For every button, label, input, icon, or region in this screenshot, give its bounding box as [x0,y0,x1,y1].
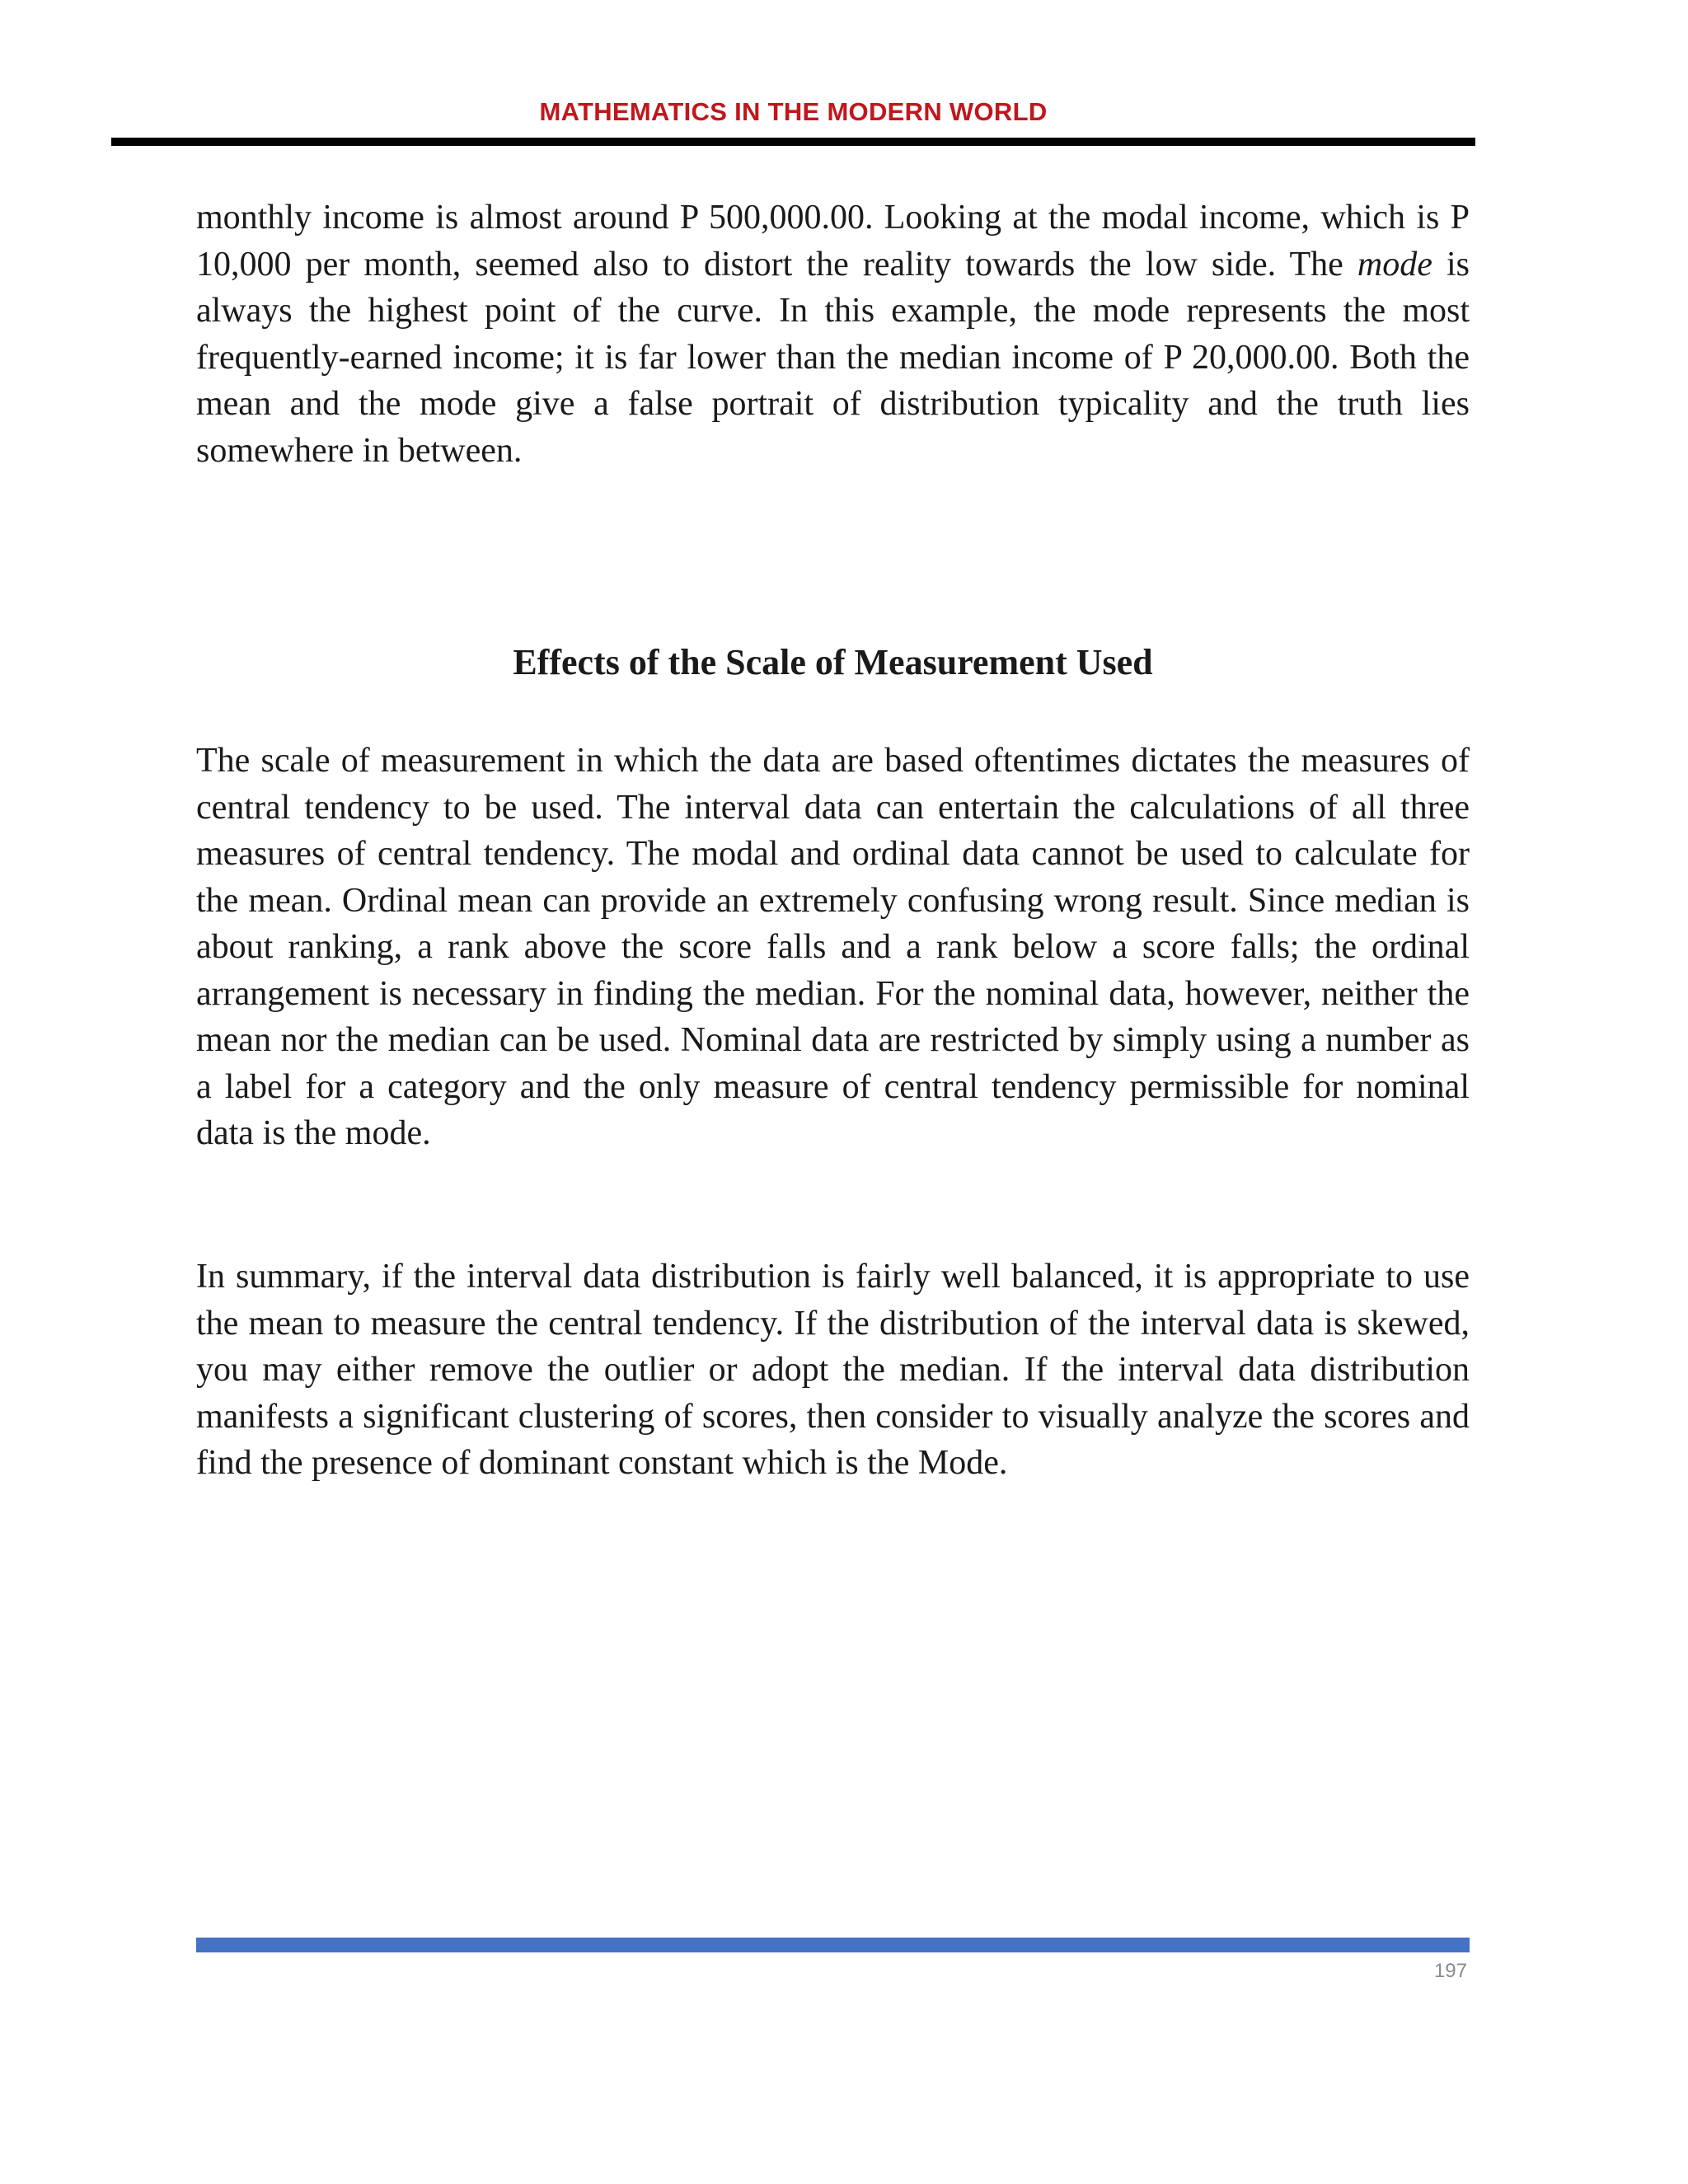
paragraph-scale-of-measurement: The scale of measurement in which the data are based oftentimes dictates the measures of central tendency to be used. The interval data can entertain the calculations of all three measures of central tendency. The modal and ordinal data cannot be used to calculate for the mean. Ordinal mean can provide an extremely confusing wrong result. Since median is about ranking, a rank above the score falls and a rank below a score falls; the ordinal arrangement is necessary in finding the median. For the nominal data, however, neither the mean nor the median can be used. Nominal data are restricted by simply using a number as a label for a category and the only measure of central tendency permissible for nominal data is the mode. [196,742,1470,1152]
paragraph-1-text-start: monthly income is almost around P 500,000.00. Looking at the modal income, which is P 10,000 per month, seemed also to distort the reality towards the low side. The [196,199,1470,284]
footer-rule [196,1938,1470,1952]
paragraph-1-text-end: is always the highest point of the curve. In this example, the mode represents the most frequently-earned income; it is far lower than the median income of P 20,000.00. Both the mean and the mode give a false portrait of distribution typicality and the truth lies somewhere in between. [196,245,1470,470]
section-heading: Effects of the Scale of Measurement Used [513,642,1153,682]
paragraph-summary: In summary, if the interval data distribution is fairly well balanced, it is appropriate to use the mean to measure the central tendency. If the distribution of the interval data is skewed, you may either remove the outlier or adopt the median. If the interval data distribution manifests a significant clustering of scores, then consider to visually analyze the scores and find the presence of dominant constant which is the Mode. [196,1258,1470,1482]
paragraph-income-distribution [196,194,1470,474]
paragraph-1-italic-mode: mode [1357,245,1432,284]
header-title: MATHEMATICS IN THE MODERN WORLD [539,97,1048,126]
header-rule [111,138,1475,146]
page-number: 197 [1433,1960,1467,1982]
